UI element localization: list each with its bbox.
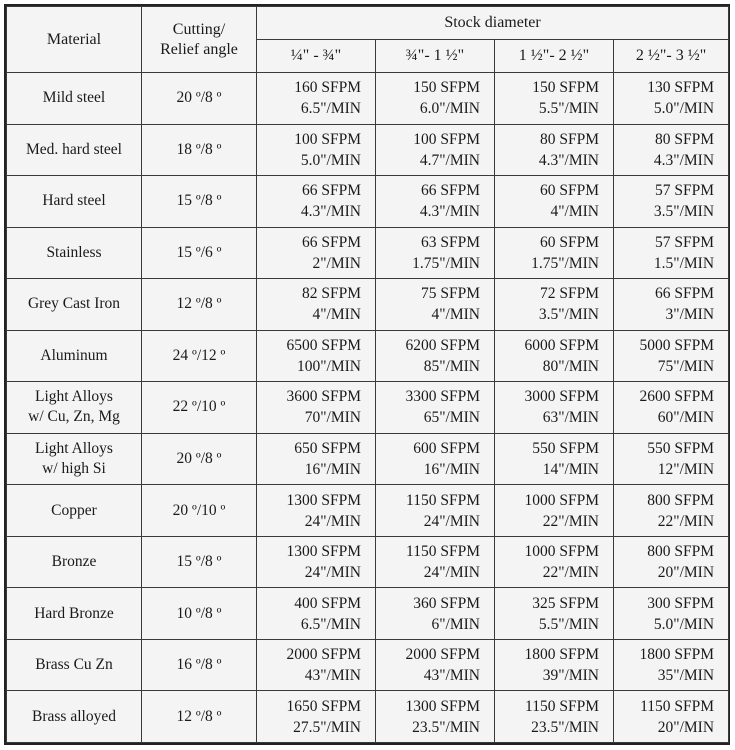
- sfpm-value: 1000 SFPM: [524, 491, 599, 509]
- table-row: [7, 279, 729, 331]
- feed-value: 24"/MIN: [423, 512, 480, 530]
- table-row: [7, 691, 729, 743]
- material-name-line: Med. hard steel: [26, 140, 122, 158]
- table-row: [7, 588, 729, 640]
- speed-cell: [257, 73, 376, 125]
- angle-cell: 15 º/8 º: [142, 536, 257, 588]
- sfpm-value: 1150 SFPM: [406, 543, 480, 561]
- feed-value: 4.3"/MIN: [300, 203, 361, 221]
- material-name-line: Aluminum: [40, 346, 108, 364]
- sfpm-value: 1650 SFPM: [286, 697, 361, 715]
- table-body: [7, 73, 729, 743]
- feed-value: 20"/MIN: [657, 718, 715, 736]
- feed-value: 5.0"/MIN: [653, 615, 715, 633]
- feed-value: 23.5"/MIN: [531, 718, 599, 736]
- sfpm-value: 66 SFPM: [655, 285, 715, 303]
- feed-value: 4"/MIN: [431, 306, 480, 324]
- sfpm-value: 60 SFPM: [539, 182, 599, 200]
- material-cell: [7, 176, 142, 228]
- angle-cell: 15 º/8 º: [142, 176, 257, 228]
- angle-cell: 12 º/8 º: [142, 691, 257, 743]
- header-range-1: ¼" - ¾": [257, 40, 376, 73]
- table-row: [7, 73, 729, 125]
- speed-cell: [495, 330, 614, 382]
- feed-value: 100"/MIN: [296, 357, 361, 375]
- speed-cell: [614, 588, 729, 640]
- material-name-line: Copper: [51, 501, 97, 519]
- sfpm-value: 2000 SFPM: [286, 646, 361, 664]
- material-cell: [7, 124, 142, 176]
- speed-cell: [257, 588, 376, 640]
- feed-value: 22"/MIN: [542, 564, 599, 582]
- sfpm-value: 3000 SFPM: [524, 388, 599, 406]
- material-cell: [7, 330, 142, 382]
- speed-cell: [614, 639, 729, 691]
- material-cell: [7, 279, 142, 331]
- sfpm-value: 66 SFPM: [420, 182, 480, 200]
- sfpm-value: 550 SFPM: [647, 439, 715, 457]
- sfpm-value: 1800 SFPM: [639, 646, 715, 664]
- speed-cell: [257, 382, 376, 434]
- sfpm-value: 1300 SFPM: [286, 543, 361, 561]
- feed-value: 22"/MIN: [657, 512, 715, 530]
- material-name-line: Brass alloyed: [32, 707, 116, 725]
- sfpm-value: 325 SFPM: [532, 594, 599, 612]
- sfpm-value: 1300 SFPM: [286, 491, 361, 509]
- sfpm-value: 6200 SFPM: [405, 336, 480, 354]
- feed-value: 16"/MIN: [423, 460, 480, 478]
- table-row: [7, 330, 729, 382]
- sfpm-value: 5000 SFPM: [639, 336, 715, 354]
- table-row: [7, 639, 729, 691]
- speed-cell: [257, 433, 376, 485]
- sfpm-value: 150 SFPM: [532, 79, 599, 97]
- angle-cell: 10 º/8 º: [142, 588, 257, 640]
- speed-cell: [495, 485, 614, 537]
- header-stock-diameter: Stock diameter: [257, 7, 729, 40]
- material-name-line: Mild steel: [42, 89, 106, 107]
- feed-value: 85"/MIN: [423, 357, 480, 375]
- material-cell: [7, 588, 142, 640]
- sfpm-value: 1000 SFPM: [524, 543, 599, 561]
- speed-cell: [495, 691, 614, 743]
- header-material: Material: [7, 7, 142, 73]
- feed-value: 14"/MIN: [542, 460, 599, 478]
- feed-value: 1.75"/MIN: [531, 254, 599, 272]
- feed-value: 27.5"/MIN: [293, 718, 361, 736]
- angle-cell: 12 º/8 º: [142, 279, 257, 331]
- speed-cell: [495, 639, 614, 691]
- feed-value: 3.5"/MIN: [653, 203, 715, 221]
- feed-value: 5.0"/MIN: [653, 100, 715, 118]
- sfpm-value: 400 SFPM: [294, 594, 361, 612]
- material-name-line: Light Alloys: [35, 388, 113, 406]
- angle-cell: 18 º/8 º: [142, 124, 257, 176]
- speed-cell: [614, 485, 729, 537]
- speed-cell: [495, 536, 614, 588]
- angle-cell: 20 º/10 º: [142, 485, 257, 537]
- feed-value: 1.5"/MIN: [653, 254, 715, 272]
- speed-cell: [376, 588, 495, 640]
- feed-value: 12"/MIN: [657, 460, 715, 478]
- angle-cell: 16 º/8 º: [142, 639, 257, 691]
- feed-value: 16"/MIN: [304, 460, 361, 478]
- feed-value: 23.5"/MIN: [412, 718, 480, 736]
- sfpm-value: 57 SFPM: [655, 182, 715, 200]
- header-range-3: 1 ½"- 2 ½": [495, 40, 614, 73]
- feed-value: 43"/MIN: [304, 667, 361, 685]
- cutting-speed-table-frame: [4, 4, 730, 745]
- sfpm-value: 550 SFPM: [532, 439, 599, 457]
- sfpm-value: 82 SFPM: [301, 285, 361, 303]
- speed-cell: [257, 536, 376, 588]
- material-name-line: Hard steel: [42, 192, 106, 210]
- table-row: [7, 382, 729, 434]
- feed-value: 43"/MIN: [423, 667, 480, 685]
- feed-value: 65"/MIN: [423, 409, 480, 427]
- table-row: [7, 227, 729, 279]
- sfpm-value: 57 SFPM: [655, 233, 715, 251]
- sfpm-value: 63 SFPM: [420, 233, 480, 251]
- header-angle-line2: Relief angle: [160, 40, 238, 58]
- angle-cell: 15 º/6 º: [142, 227, 257, 279]
- sfpm-value: 600 SFPM: [413, 439, 480, 457]
- header-angle-line1: Cutting/: [172, 20, 226, 38]
- feed-value: 22"/MIN: [542, 512, 599, 530]
- speed-cell: [495, 433, 614, 485]
- speed-cell: [614, 433, 729, 485]
- sfpm-value: 1800 SFPM: [524, 646, 599, 664]
- speed-cell: [376, 485, 495, 537]
- header-range-4: 2 ½"- 3 ½": [614, 40, 729, 73]
- speed-cell: [614, 691, 729, 743]
- header-angle: [142, 7, 257, 73]
- table-row: [7, 485, 729, 537]
- speed-cell: [495, 124, 614, 176]
- speed-cell: [257, 639, 376, 691]
- sfpm-value: 66 SFPM: [301, 233, 361, 251]
- sfpm-value: 1300 SFPM: [405, 697, 480, 715]
- speed-cell: [257, 124, 376, 176]
- material-name-line: Hard Bronze: [34, 604, 114, 622]
- speed-cell: [614, 227, 729, 279]
- sfpm-value: 2600 SFPM: [639, 388, 715, 406]
- sfpm-value: 1150 SFPM: [406, 491, 480, 509]
- angle-cell: 24 º/12 º: [142, 330, 257, 382]
- speed-cell: [495, 176, 614, 228]
- sfpm-value: 66 SFPM: [301, 182, 361, 200]
- sfpm-value: 72 SFPM: [539, 285, 599, 303]
- speed-cell: [257, 176, 376, 228]
- sfpm-value: 1150 SFPM: [640, 697, 715, 715]
- speed-cell: [495, 279, 614, 331]
- sfpm-value: 3600 SFPM: [286, 388, 361, 406]
- speed-cell: [376, 639, 495, 691]
- sfpm-value: 150 SFPM: [413, 79, 480, 97]
- sfpm-value: 1150 SFPM: [525, 697, 599, 715]
- sfpm-value: 100 SFPM: [294, 130, 361, 148]
- sfpm-value: 80 SFPM: [655, 130, 715, 148]
- speed-cell: [376, 382, 495, 434]
- speed-cell: [376, 691, 495, 743]
- angle-cell: 20 º/8 º: [142, 73, 257, 125]
- material-cell: [7, 433, 142, 485]
- speed-cell: [376, 124, 495, 176]
- feed-value: 6.5"/MIN: [300, 100, 361, 118]
- material-cell: [7, 227, 142, 279]
- speed-cell: [614, 279, 729, 331]
- material-name-line: Stainless: [46, 243, 102, 261]
- speed-cell: [614, 382, 729, 434]
- sfpm-value: 160 SFPM: [294, 79, 361, 97]
- table-row: [7, 536, 729, 588]
- speed-cell: [495, 382, 614, 434]
- sfpm-value: 6000 SFPM: [524, 336, 599, 354]
- feed-value: 24"/MIN: [304, 512, 361, 530]
- feed-value: 3.5"/MIN: [538, 306, 599, 324]
- table-row: [7, 176, 729, 228]
- feed-value: 6"/MIN: [431, 615, 480, 633]
- header-row-top: [7, 7, 729, 40]
- speed-cell: [376, 279, 495, 331]
- feed-value: 24"/MIN: [304, 564, 361, 582]
- material-name-line: w/ high Si: [42, 459, 106, 477]
- sfpm-value: 2000 SFPM: [405, 646, 480, 664]
- feed-value: 4.7"/MIN: [419, 151, 480, 169]
- feed-value: 80"/MIN: [542, 357, 599, 375]
- speed-cell: [376, 227, 495, 279]
- feed-value: 6.0"/MIN: [419, 100, 480, 118]
- sfpm-value: 130 SFPM: [647, 79, 715, 97]
- speed-cell: [614, 176, 729, 228]
- speed-cell: [257, 485, 376, 537]
- angle-cell: 22 º/10 º: [142, 382, 257, 434]
- speed-cell: [257, 227, 376, 279]
- sfpm-value: 300 SFPM: [647, 594, 715, 612]
- material-cell: [7, 73, 142, 125]
- material-cell: [7, 485, 142, 537]
- cutting-speed-table: [6, 6, 729, 743]
- feed-value: 63"/MIN: [542, 409, 599, 427]
- material-name-line: w/ Cu, Zn, Mg: [28, 408, 120, 426]
- feed-value: 4.3"/MIN: [419, 203, 480, 221]
- material-name-line: Grey Cast Iron: [27, 295, 121, 313]
- feed-value: 5.5"/MIN: [538, 615, 599, 633]
- sfpm-value: 3300 SFPM: [405, 388, 480, 406]
- feed-value: 4.3"/MIN: [653, 151, 715, 169]
- feed-value: 75"/MIN: [657, 357, 715, 375]
- speed-cell: [376, 536, 495, 588]
- sfpm-value: 650 SFPM: [294, 439, 361, 457]
- speed-cell: [376, 330, 495, 382]
- material-cell: [7, 382, 142, 434]
- angle-cell: 20 º/8 º: [142, 433, 257, 485]
- sfpm-value: 75 SFPM: [420, 285, 480, 303]
- feed-value: 35"/MIN: [657, 667, 715, 685]
- sfpm-value: 800 SFPM: [647, 543, 715, 561]
- feed-value: 20"/MIN: [657, 564, 715, 582]
- table-row: [7, 124, 729, 176]
- feed-value: 3"/MIN: [665, 306, 715, 324]
- speed-cell: [376, 176, 495, 228]
- feed-value: 60"/MIN: [657, 409, 715, 427]
- speed-cell: [257, 330, 376, 382]
- feed-value: 5.0"/MIN: [300, 151, 361, 169]
- speed-cell: [614, 330, 729, 382]
- sfpm-value: 80 SFPM: [539, 130, 599, 148]
- speed-cell: [614, 536, 729, 588]
- speed-cell: [614, 124, 729, 176]
- feed-value: 2"/MIN: [312, 254, 361, 272]
- material-cell: [7, 536, 142, 588]
- speed-cell: [495, 227, 614, 279]
- feed-value: 70"/MIN: [304, 409, 361, 427]
- sfpm-value: 100 SFPM: [413, 130, 480, 148]
- material-name-line: Bronze: [51, 553, 97, 571]
- speed-cell: [376, 73, 495, 125]
- material-name-line: Brass Cu Zn: [35, 656, 113, 674]
- feed-value: 4.3"/MIN: [538, 151, 599, 169]
- material-cell: [7, 691, 142, 743]
- header-range-2: ¾"- 1 ½": [376, 40, 495, 73]
- feed-value: 5.5"/MIN: [538, 100, 599, 118]
- speed-cell: [614, 73, 729, 125]
- speed-cell: [376, 433, 495, 485]
- speed-cell: [495, 73, 614, 125]
- feed-value: 6.5"/MIN: [300, 615, 361, 633]
- feed-value: 39"/MIN: [542, 667, 599, 685]
- sfpm-value: 360 SFPM: [413, 594, 480, 612]
- feed-value: 4"/MIN: [550, 203, 599, 221]
- feed-value: 1.75"/MIN: [412, 254, 480, 272]
- speed-cell: [257, 279, 376, 331]
- material-name-line: Light Alloys: [35, 439, 113, 457]
- sfpm-value: 60 SFPM: [539, 233, 599, 251]
- sfpm-value: 6500 SFPM: [286, 336, 361, 354]
- material-cell: [7, 639, 142, 691]
- speed-cell: [495, 588, 614, 640]
- feed-value: 24"/MIN: [423, 564, 480, 582]
- table-row: [7, 433, 729, 485]
- sfpm-value: 800 SFPM: [647, 491, 715, 509]
- feed-value: 4"/MIN: [312, 306, 361, 324]
- speed-cell: [257, 691, 376, 743]
